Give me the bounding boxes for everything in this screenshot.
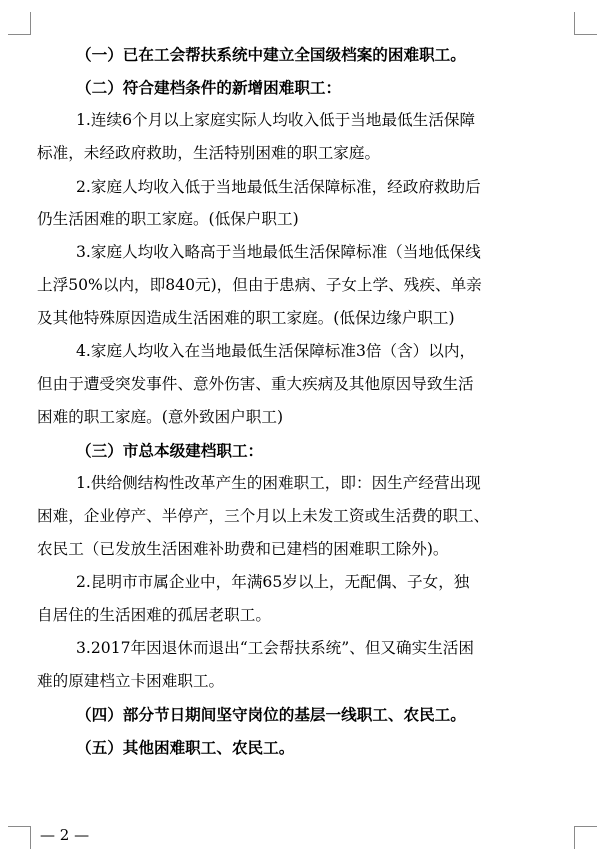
paragraph-line: 标准，未经政府救助，生活特别困难的职工家庭。 <box>37 144 381 162</box>
crop-mark-bottom-right <box>574 826 597 849</box>
paragraph-line: 但由于遭受突发事件、意外伤害、重大疾病及其他原因导致生活 <box>37 375 474 393</box>
page-number: — 2 — <box>40 826 90 844</box>
paragraph-line: 3.2017年因退休而退出“工会帮扶系统”、但又确实生活困 <box>76 639 474 657</box>
paragraph-line: 自居住的生活困难的孤居老职工。 <box>37 606 271 624</box>
section-heading-2: （二）符合建档条件的新增困难职工： <box>76 78 342 97</box>
paragraph-line: 困难，企业停产、半停产，三个月以上未发工资或生活费的职工、 <box>37 507 490 525</box>
section-heading-1: （一）已在工会帮扶系统中建立全国级档案的困难职工。 <box>76 45 466 64</box>
section-heading-4: （四）部分节日期间坚守岗位的基层一线职工、农民工。 <box>76 705 466 724</box>
crop-mark-top-left <box>8 12 31 35</box>
paragraph-line: 上浮50%以内，即840元)，但由于患病、子女上学、残疾、单亲 <box>37 276 482 294</box>
paragraph-line: 1.连续6个月以上家庭实际人均收入低于当地最低生活保障 <box>76 111 476 129</box>
paragraph-line: 1.供给侧结构性改革产生的困难职工，即：因生产经营出现 <box>76 474 481 492</box>
crop-mark-bottom-left <box>8 826 31 849</box>
crop-mark-top-right <box>574 12 597 35</box>
paragraph-line: 4.家庭人均收入在当地最低生活保障标准3倍（含）以内， <box>76 342 476 360</box>
paragraph-line: 3.家庭人均收入略高于当地最低生活保障标准（当地低保线 <box>76 243 481 261</box>
section-heading-5: （五）其他困难职工、农民工。 <box>76 738 295 757</box>
section-heading-3: （三）市总本级建档职工： <box>76 441 264 460</box>
paragraph-line: 仍生活困难的职工家庭。(低保户职工) <box>37 210 299 228</box>
paragraph-line: 2.家庭人均收入低于当地最低生活保障标准，经政府救助后 <box>76 178 481 196</box>
paragraph-line: 2.昆明市市属企业中，年满65岁以上，无配偶、子女，独 <box>76 573 470 591</box>
paragraph-line: 农民工（已发放生活困难补助费和已建档的困难职工除外)。 <box>37 540 449 558</box>
paragraph-line: 困难的职工家庭。(意外致困户职工) <box>37 408 284 426</box>
paragraph-line: 及其他特殊原因造成生活困难的职工家庭。(低保边缘户职工) <box>37 309 455 327</box>
paragraph-line: 难的原建档立卡困难职工。 <box>37 672 225 690</box>
